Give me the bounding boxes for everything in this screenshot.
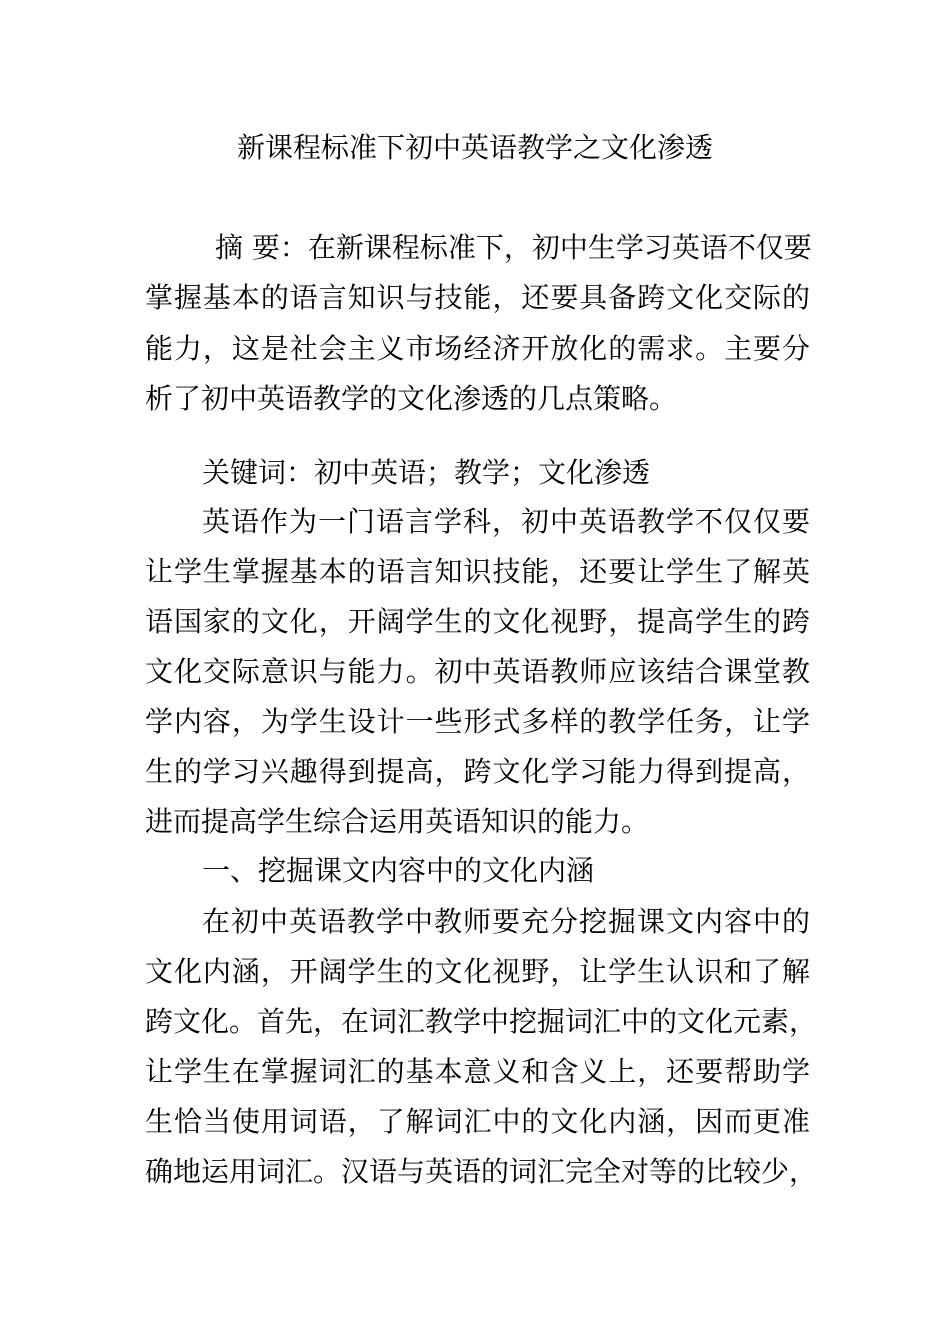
section1-line: 文化内涵，开阔学生的文化视野，让学生认识和了解 — [145, 955, 810, 988]
document-title: 新课程标准下初中英语教学之文化渗透 — [236, 131, 713, 164]
abstract-line: 析了初中英语教学的文化渗透的几点策略。 — [145, 382, 678, 415]
intro-line: 语国家的文化，开阔学生的文化视野，提高学生的跨 — [145, 605, 810, 638]
abstract-line: 掌握基本的语言知识与技能，还要具备跨文化交际的 — [145, 281, 810, 314]
section1-line: 跨文化。首先，在词汇教学中挖掘词汇中的文化元素， — [145, 1005, 818, 1038]
intro-line: 让学生掌握基本的语言知识技能，还要让学生了解英 — [145, 555, 810, 588]
section-heading: 一、挖掘课文内容中的文化内涵 — [202, 854, 595, 887]
section1-line: 生恰当使用词语，了解词汇中的文化内涵，因而更准 — [145, 1105, 810, 1138]
intro-line: 文化交际意识与能力。初中英语教师应该结合课堂教 — [145, 655, 810, 688]
intro-line: 生的学习兴趣得到提高，跨文化学习能力得到提高， — [145, 755, 810, 788]
intro-line: 英语作为一门语言学科，初中英语教学不仅仅要 — [202, 505, 810, 538]
keywords-line: 关键词：初中英语；教学；文化渗透 — [202, 456, 651, 489]
section1-line: 让学生在掌握词汇的基本意义和含义上，还要帮助学 — [145, 1055, 810, 1088]
intro-line: 进而提高学生综合运用英语知识的能力。 — [145, 805, 650, 838]
section1-line: 在初中英语教学中教师要充分挖掘课文内容中的 — [202, 905, 810, 938]
abstract-line: 摘 要：在新课程标准下，初中生学习英语不仅要 — [215, 231, 812, 264]
abstract-line: 能力，这是社会主义市场经济开放化的需求。主要分 — [145, 332, 810, 365]
section1-line: 确地运用词汇。汉语与英语的词汇完全对等的比较少， — [145, 1155, 818, 1188]
intro-line: 学内容，为学生设计一些形式多样的教学任务，让学 — [145, 705, 810, 738]
